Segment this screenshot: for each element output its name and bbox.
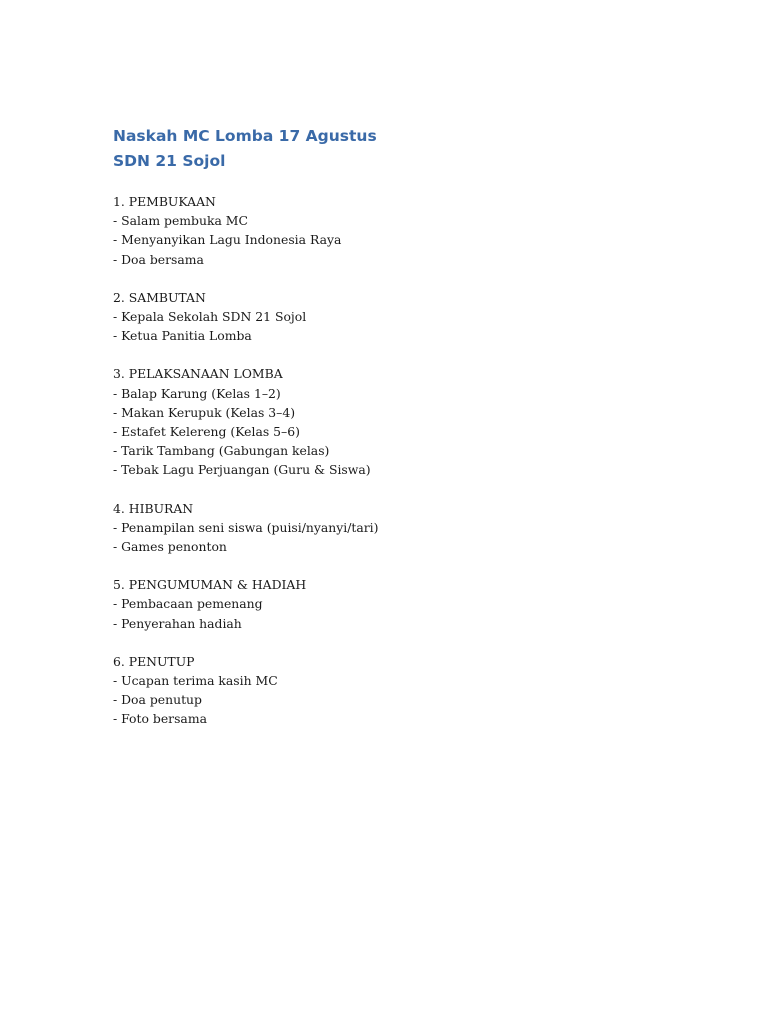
section-pelaksanaan-lomba (113, 364, 713, 479)
title-line-1: Naskah MC Lomba 17 Agustus (113, 127, 377, 145)
section-pembukaan (113, 192, 713, 269)
list-item: - Ucapan terima kasih MC (113, 673, 278, 689)
section-heading: 3. PELAKSANAAN LOMBA (113, 366, 283, 382)
list-item: - Makan Kerupuk (Kelas 3–4) (113, 404, 296, 420)
section-hiburan (113, 499, 713, 557)
section-sambutan (113, 288, 713, 346)
list-item: - Penampilan seni siswa (puisi/nyanyi/tari) (113, 519, 379, 535)
list-item: - Menyanyikan Lagu Indonesia Raya (113, 232, 342, 248)
list-item: - Estafet Kelereng (Kelas 5–6) (113, 424, 300, 440)
list-item: - Balap Karung (Kelas 1–2) (113, 385, 281, 401)
section-heading: 2. SAMBUTAN (113, 289, 206, 305)
list-item: - Tarik Tambang (Gabungan kelas) (113, 443, 330, 459)
list-item: - Penyerahan hadiah (113, 615, 242, 631)
section-penutup (113, 652, 713, 729)
section-pengumuman-hadiah (113, 575, 713, 633)
section-heading: 6. PENUTUP (113, 653, 195, 669)
list-item: - Salam pembuka MC (113, 213, 248, 229)
list-item: - Pembacaan pemenang (113, 596, 263, 612)
section-heading: 1. PEMBUKAAN (113, 194, 216, 209)
document-body (113, 192, 713, 748)
list-item: - Kepala Sekolah SDN 21 Sojol (113, 309, 307, 325)
list-item: - Tebak Lagu Perjuangan (Guru & Siswa) (113, 462, 371, 478)
list-item: - Ketua Panitia Lomba (113, 328, 252, 344)
list-item: - Doa bersama (113, 251, 204, 267)
list-item: - Doa penutup (113, 692, 202, 708)
document-title (113, 124, 673, 174)
list-item: - Games penonton (113, 539, 227, 555)
title-line-2: SDN 21 Sojol (113, 152, 226, 170)
section-heading: 4. HIBURAN (113, 500, 194, 516)
list-item: - Foto bersama (113, 711, 207, 727)
section-heading: 5. PENGUMUMAN & HADIAH (113, 577, 307, 593)
